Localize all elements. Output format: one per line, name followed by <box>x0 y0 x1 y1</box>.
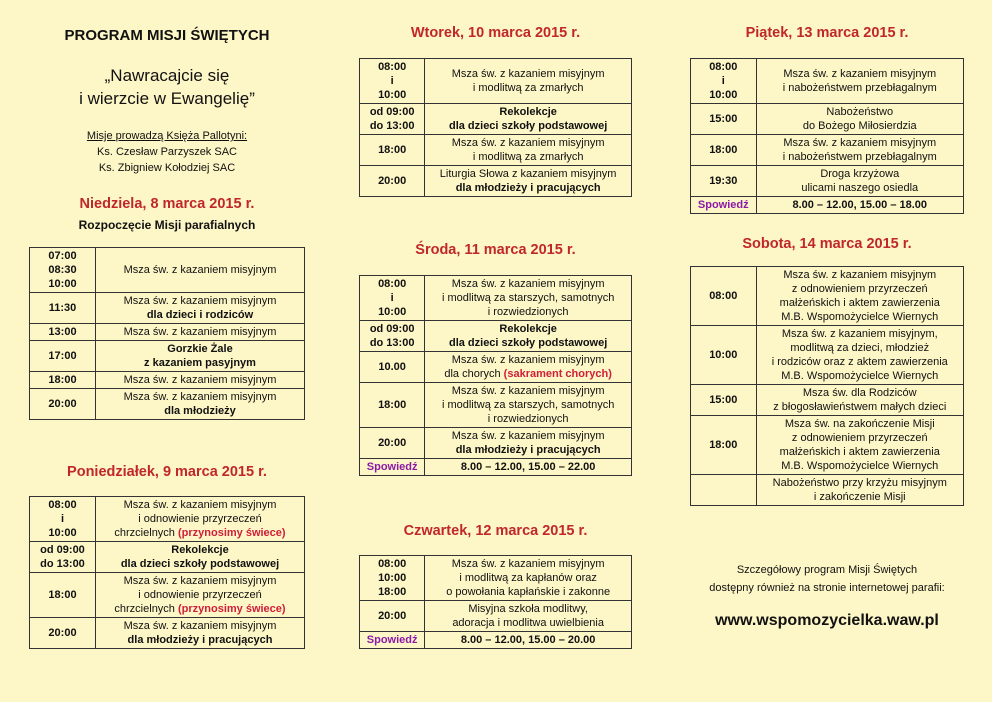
time-text: 20:00 <box>48 398 77 410</box>
event-cell <box>96 573 305 618</box>
event-bold-text: Gorzkie Żale <box>167 343 233 355</box>
schedule-row <box>691 416 964 475</box>
time-text: i <box>390 292 394 304</box>
event-text: Misyjna szkoła modlitwy, <box>468 603 588 615</box>
schedule-row <box>360 428 632 459</box>
event-bold-text: Rekolekcje <box>171 544 229 556</box>
event-text: i modlitwą za starszych, samotnych <box>441 399 615 411</box>
event-text: Msza św. z kazaniem misyjnym <box>783 269 937 281</box>
time-text: 11:30 <box>48 302 77 314</box>
schedule-row <box>691 135 964 166</box>
event-text: Msza św. z kazaniem misyjnym, <box>781 328 938 340</box>
schedule-row <box>360 601 632 632</box>
schedule-row <box>30 341 305 372</box>
motto-line-1: „Nawracajcie się <box>104 66 230 85</box>
event-text: M.B. Wspomożycielce Wiernych <box>781 370 939 382</box>
time-text: 18:00 <box>709 144 738 156</box>
event-note-line <box>427 367 629 381</box>
event-cell <box>425 135 632 166</box>
schedule-row <box>360 352 632 383</box>
time-text: 08:00 <box>709 290 738 302</box>
event-text: i odnowienie przyrzeczeń <box>138 513 262 525</box>
event-text: i rozwiedzionych <box>487 413 569 425</box>
event-note-line <box>98 602 302 616</box>
time-text: 20:00 <box>378 175 407 187</box>
time-text: 10:00 <box>709 349 738 361</box>
event-text: i modlitwą za kapłanów oraz <box>459 572 597 584</box>
time-text: 18:00 <box>48 589 77 601</box>
parish-website-link[interactable]: www.wspomozycielka.waw.pl <box>715 612 939 629</box>
event-bold-text: dla młodzieży i pracujących <box>455 182 601 194</box>
schedule-row <box>691 59 964 104</box>
event-cell <box>425 428 632 459</box>
time-cell <box>360 428 425 459</box>
event-bold-text: dla młodzieży i pracujących <box>455 444 601 456</box>
saturday-heading: Sobota, 14 marca 2015 r. <box>742 236 912 252</box>
event-text: dla chorych <box>444 368 504 380</box>
event-cell <box>96 248 305 293</box>
event-text: M.B. Wspomożycielce Wiernych <box>781 460 939 472</box>
event-text: Msza św. z kazaniem misyjnym <box>123 264 277 276</box>
time-cell <box>360 59 425 104</box>
schedule-row <box>691 385 964 416</box>
time-text: od 09:00 <box>369 106 415 118</box>
event-cell <box>96 293 305 324</box>
time-text: do 13:00 <box>369 120 415 132</box>
sunday-heading: Niedziela, 8 marca 2015 r. <box>79 196 255 212</box>
schedule-row <box>691 326 964 385</box>
event-text: Msza św. z kazaniem misyjnym <box>123 620 277 632</box>
event-text: Msza św. z kazaniem misyjnym <box>123 499 277 511</box>
event-text: Msza św. z kazaniem misyjnym <box>123 374 277 386</box>
time-text: 08:00 <box>48 499 77 511</box>
time-text: 20:00 <box>378 437 407 449</box>
time-text: 15:00 <box>709 113 738 125</box>
schedule-row <box>360 59 632 104</box>
time-text: 17:00 <box>48 350 77 362</box>
thursday-schedule <box>359 555 632 649</box>
event-cell <box>756 166 963 197</box>
event-cell <box>756 135 963 166</box>
monday-schedule <box>29 496 305 649</box>
event-text: Nabożeństwo przy krzyżu misyjnym <box>772 477 947 489</box>
time-text: i <box>60 513 65 525</box>
event-text: do Bożego Miłosierdzia <box>802 120 917 132</box>
time-cell <box>360 276 425 321</box>
time-cell <box>691 326 757 385</box>
event-text: Msza św. z kazaniem misyjnym <box>451 278 605 290</box>
event-cell <box>425 276 632 321</box>
time-cell <box>30 389 96 420</box>
time-text: 08:00 <box>378 278 407 290</box>
confession-row <box>360 632 632 649</box>
time-text: i <box>390 75 394 87</box>
event-text: i zakończenie Misji <box>813 491 906 503</box>
event-highlight: (przynosimy świece) <box>177 603 286 615</box>
schedule-row <box>30 324 305 341</box>
priest-1: Ks. Czesław Parzyszek SAC <box>97 146 237 158</box>
event-bold-text: dla dzieci szkoły podstawowej <box>448 120 608 132</box>
time-cell <box>360 166 425 197</box>
event-text: Droga krzyżowa <box>820 168 900 180</box>
event-note-line <box>98 526 302 540</box>
time-cell <box>691 166 757 197</box>
time-text: 18:00 <box>709 439 738 451</box>
time-text: 15:00 <box>709 394 738 406</box>
event-text: i modlitwą za zmarłych <box>472 151 584 163</box>
schedule-row <box>360 166 632 197</box>
event-text: z błogosławieństwem małych dzieci <box>773 401 947 413</box>
time-cell <box>691 475 757 506</box>
schedule-row <box>360 135 632 166</box>
confession-label: Spowiedź <box>691 197 757 214</box>
program-title: PROGRAM MISJI ŚWIĘTYCH <box>64 27 270 44</box>
event-text: Msza św. z kazaniem misyjnym <box>451 558 605 570</box>
time-text: 07:00 <box>48 250 77 262</box>
time-text: do 13:00 <box>40 558 85 570</box>
time-text: od 09:00 <box>40 544 85 556</box>
event-bold-text: Rekolekcje <box>499 106 557 118</box>
time-text: 19:30 <box>709 175 738 187</box>
event-text: o powołania kapłańskie i zakonne <box>446 586 611 598</box>
event-highlight: (przynosimy świece) <box>177 527 286 539</box>
time-text: 10.00 <box>378 361 406 373</box>
time-text: 10:00 <box>378 89 407 101</box>
schedule-row <box>360 556 632 601</box>
motto-line-2: i wierzcie w Ewangelię” <box>79 89 255 108</box>
wednesday-heading: Środa, 11 marca 2015 r. <box>415 242 576 258</box>
footer-line-2: dostępny również na stronie internetowej parafii: <box>709 582 945 594</box>
time-text: 10:00 <box>48 527 77 539</box>
schedule-row <box>30 497 305 542</box>
event-cell <box>756 326 963 385</box>
time-cell <box>691 135 757 166</box>
schedule-row <box>30 293 305 324</box>
event-text: Msza św. z kazaniem misyjnym <box>123 575 277 587</box>
event-text: i nabożeństwem przebłagalnym <box>782 82 937 94</box>
schedule-row <box>360 383 632 428</box>
event-text: małżeńskich i aktem zawierzenia <box>779 446 940 458</box>
event-text: chrzcielnych <box>114 603 178 615</box>
schedule-row <box>691 267 964 326</box>
thursday-heading: Czwartek, 12 marca 2015 r. <box>403 523 588 539</box>
sunday-schedule <box>29 247 305 420</box>
event-cell <box>96 497 305 542</box>
schedule-row <box>30 542 305 573</box>
time-cell <box>30 293 96 324</box>
time-cell <box>691 385 757 416</box>
time-cell <box>360 352 425 383</box>
confession-hours: 8.00 – 12.00, 15.00 – 22.00 <box>425 459 632 476</box>
event-cell <box>756 104 963 135</box>
time-text: 10:00 <box>48 278 77 290</box>
time-cell <box>691 416 757 475</box>
time-cell <box>691 59 757 104</box>
led-by-block <box>29 128 305 176</box>
schedule-row <box>360 321 632 352</box>
time-cell <box>30 248 96 293</box>
event-text: i odnowienie przyrzeczeń <box>138 589 262 601</box>
event-text: Msza św. z kazaniem misyjnym <box>451 137 605 149</box>
confession-label: Spowiedź <box>360 459 425 476</box>
schedule-row <box>691 475 964 506</box>
time-text: 18:00 <box>48 374 77 386</box>
time-cell <box>30 618 96 649</box>
schedule-row <box>30 573 305 618</box>
confession-hours: 8.00 – 12.00, 15.00 – 20.00 <box>425 632 632 649</box>
event-cell <box>425 59 632 104</box>
event-cell <box>756 59 963 104</box>
event-cell <box>756 475 963 506</box>
event-text: z odnowieniem przyrzeczeń <box>791 283 928 295</box>
event-text: Liturgia Słowa z kazaniem misyjnym <box>439 168 617 180</box>
time-text: 18:00 <box>378 144 407 156</box>
event-text: Msza św. na zakończenie Misji <box>784 418 935 430</box>
event-cell <box>96 389 305 420</box>
time-cell <box>360 321 425 352</box>
event-text: modlitwą za dzieci, młodzież <box>790 342 930 354</box>
event-cell <box>96 372 305 389</box>
time-text: 13:00 <box>48 326 77 338</box>
time-cell <box>360 601 425 632</box>
event-text: adoracja i modlitwa uwielbienia <box>452 617 604 629</box>
event-cell <box>96 324 305 341</box>
event-cell <box>425 556 632 601</box>
event-text: małżeńskich i aktem zawierzenia <box>779 297 940 309</box>
time-text: 08:00 <box>378 558 407 570</box>
time-cell <box>691 104 757 135</box>
event-highlight: (sakrament chorych) <box>503 368 612 380</box>
motto <box>29 64 305 110</box>
event-cell <box>96 618 305 649</box>
confession-hours: 8.00 – 12.00, 15.00 – 18.00 <box>756 197 963 214</box>
event-cell <box>425 383 632 428</box>
time-cell <box>30 341 96 372</box>
time-text: 18:00 <box>378 399 407 411</box>
time-cell <box>30 573 96 618</box>
event-cell <box>425 352 632 383</box>
schedule-row <box>691 166 964 197</box>
footer-info <box>690 561 964 597</box>
schedule-row <box>30 248 305 293</box>
event-bold-text: z kazaniem pasyjnym <box>144 357 256 369</box>
event-text: Msza św. z kazaniem misyjnym <box>783 68 937 80</box>
friday-schedule <box>690 58 964 214</box>
time-text: od 09:00 <box>369 323 415 335</box>
saturday-schedule <box>690 266 964 506</box>
tuesday-heading: Wtorek, 10 marca 2015 r. <box>410 25 581 41</box>
event-cell <box>756 267 963 326</box>
time-text: 08:00 <box>709 61 738 73</box>
event-cell <box>96 341 305 372</box>
event-text: ulicami naszego osiedla <box>801 182 919 194</box>
event-cell <box>756 385 963 416</box>
time-text: 18:00 <box>378 586 407 598</box>
time-cell <box>360 104 425 135</box>
schedule-row <box>360 104 632 135</box>
priest-2: Ks. Zbigniew Kołodziej SAC <box>98 162 236 174</box>
event-text: M.B. Wspomożycielce Wiernych <box>781 311 939 323</box>
event-cell <box>425 166 632 197</box>
friday-heading: Piątek, 13 marca 2015 r. <box>745 25 909 41</box>
event-text: Msza św. z kazaniem misyjnym <box>123 295 277 307</box>
time-text: 10:00 <box>378 572 407 584</box>
time-text: do 13:00 <box>369 337 415 349</box>
time-text: 10:00 <box>378 306 407 318</box>
event-text: Msza św. z kazaniem misyjnym <box>451 68 605 80</box>
event-text: i modlitwą za zmarłych <box>472 82 584 94</box>
event-text: i rodziców oraz z aktem zawierzenia <box>771 356 948 368</box>
event-text: Nabożeństwo <box>826 106 894 118</box>
schedule-row <box>691 104 964 135</box>
event-text: Msza św. z kazaniem misyjnym <box>783 137 937 149</box>
time-cell <box>691 267 757 326</box>
event-text: Msza św. z kazaniem misyjnym <box>451 385 605 397</box>
tuesday-schedule <box>359 58 632 197</box>
event-cell <box>425 601 632 632</box>
time-text: i <box>721 75 725 87</box>
time-text: 20:00 <box>378 610 407 622</box>
event-text: Msza św. dla Rodziców <box>802 387 917 399</box>
event-cell <box>756 416 963 475</box>
event-text: i modlitwą za starszych, samotnych <box>441 292 615 304</box>
event-text: Msza św. z kazaniem misyjnym <box>451 430 605 442</box>
time-text: 08:00 <box>378 61 407 73</box>
event-bold-text: dla dzieci szkoły podstawowej <box>120 558 280 570</box>
event-cell <box>425 104 632 135</box>
wednesday-schedule <box>359 275 632 476</box>
confession-row <box>691 197 964 214</box>
time-cell <box>360 135 425 166</box>
event-cell <box>96 542 305 573</box>
event-text: Msza św. z kazaniem misyjnym <box>123 326 277 338</box>
time-cell <box>360 383 425 428</box>
event-text: z odnowieniem przyrzeczeń <box>791 432 928 444</box>
footer-line-1: Szczegółowy program Misji Świętych <box>736 564 918 576</box>
event-text: i nabożeństwem przebłagalnym <box>782 151 937 163</box>
event-cell <box>425 321 632 352</box>
confession-label: Spowiedź <box>360 632 425 649</box>
confession-row <box>360 459 632 476</box>
schedule-row <box>30 618 305 649</box>
time-text: 08:30 <box>48 264 77 276</box>
schedule-row <box>30 372 305 389</box>
event-text: i rozwiedzionych <box>487 306 569 318</box>
schedule-row <box>30 389 305 420</box>
monday-heading: Poniedziałek, 9 marca 2015 r. <box>67 464 267 480</box>
led-by-label: Misje prowadzą Księża Pallotyni: <box>86 130 248 142</box>
event-bold-text: Rekolekcje <box>499 323 557 335</box>
time-cell <box>30 324 96 341</box>
event-text: Msza św. z kazaniem misyjnym <box>123 391 277 403</box>
schedule-row <box>360 276 632 321</box>
time-cell <box>30 497 96 542</box>
time-text: 20:00 <box>48 627 77 639</box>
time-cell <box>30 372 96 389</box>
event-text: Msza św. z kazaniem misyjnym <box>451 354 605 366</box>
event-bold-text: dla dzieci i rodziców <box>146 309 254 321</box>
event-bold-text: dla młodzieży <box>164 405 236 417</box>
event-bold-text: dla młodzieży i pracujących <box>127 634 273 646</box>
event-bold-text: dla dzieci szkoły podstawowej <box>448 337 608 349</box>
time-cell <box>360 556 425 601</box>
time-text: 10:00 <box>709 89 738 101</box>
time-cell <box>30 542 96 573</box>
event-text: chrzcielnych <box>114 527 178 539</box>
sunday-subheading: Rozpoczęcie Misji parafialnych <box>78 218 256 232</box>
